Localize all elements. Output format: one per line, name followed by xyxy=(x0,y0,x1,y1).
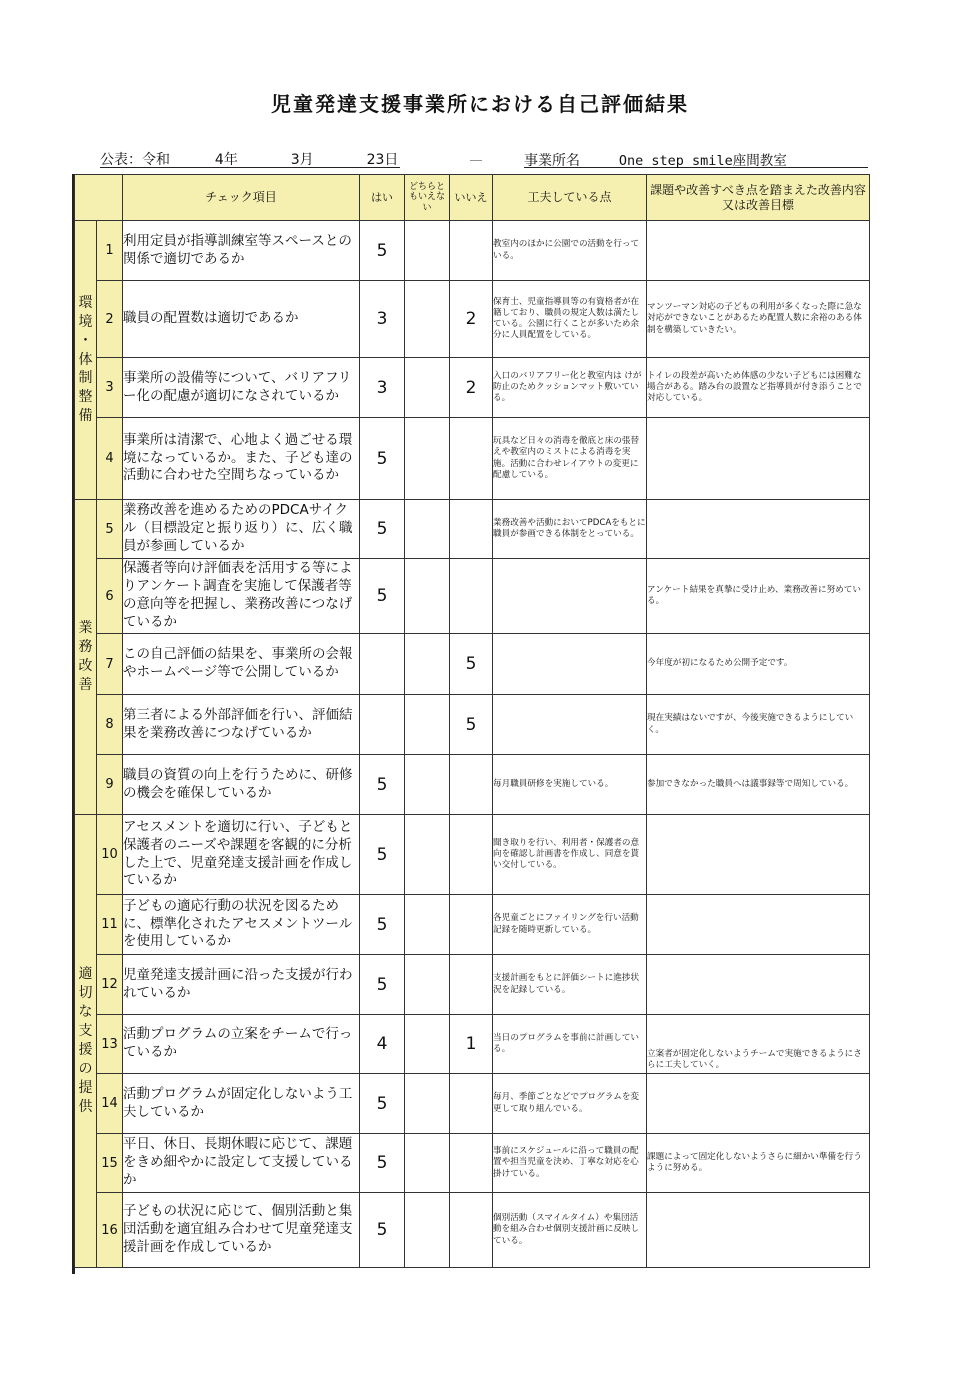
category-char: の xyxy=(78,1060,93,1077)
publish-date xyxy=(100,149,400,168)
header-row xyxy=(75,175,870,221)
header-effort: 工夫している点 xyxy=(493,175,647,221)
table-row xyxy=(75,634,870,695)
category-char: な xyxy=(78,1004,93,1021)
no-count: 2 xyxy=(450,358,493,418)
category-char: 適 xyxy=(78,966,93,983)
table-row xyxy=(75,815,870,895)
improvement-goal: 立案者が固定化しないようチームで実施できるようにさらに工夫していく。 xyxy=(647,1015,870,1074)
neither-count xyxy=(405,1074,450,1134)
check-item: 事業所の設備等について、バリアフリー化の配慮が適切になされているか xyxy=(123,358,360,418)
no-count: 2 xyxy=(450,281,493,358)
table-row xyxy=(75,695,870,755)
publish-day: 23日 xyxy=(366,152,399,168)
row-number: 14 xyxy=(97,1074,123,1134)
check-item: 事業所は清潔で、心地よく過ごせる環境になっているか。また、子ども達の活動に合わせた空間ちなっているか xyxy=(123,418,360,500)
no-count xyxy=(450,559,493,634)
row-number: 3 xyxy=(97,358,123,418)
check-item: 子どもの適応行動の状況を図るために、標準化されたアセスメントツールを使用しているか xyxy=(123,895,360,955)
no-count xyxy=(450,418,493,500)
table-row xyxy=(75,358,870,418)
row-number: 15 xyxy=(97,1134,123,1193)
neither-count xyxy=(405,559,450,634)
check-item: 業務改善を進めるためのPDCAサイクル（目標設定と振り返り）に、広く職員が参画しているか xyxy=(123,500,360,559)
row-number: 8 xyxy=(97,695,123,755)
no-count xyxy=(450,500,493,559)
yes-count: 5 xyxy=(360,755,405,815)
effort-note xyxy=(493,634,647,695)
table-row xyxy=(75,1193,870,1268)
publish-year: 4年 xyxy=(214,152,238,168)
improvement-goal: 課題によって固定化しないようさらに細かい準備を行うように努める。 xyxy=(647,1134,870,1193)
neither-count xyxy=(405,221,450,281)
yes-count: 5 xyxy=(360,1193,405,1268)
category-char: 改 xyxy=(78,658,93,674)
check-item: 平日、休日、長期休暇に応じて、課題をきめ細やかに設定して支援しているか xyxy=(123,1134,360,1193)
category-char: ・ xyxy=(78,332,93,349)
table-row xyxy=(75,755,870,815)
neither-count xyxy=(405,1134,450,1193)
check-item: 職員の配置数は適切であるか xyxy=(123,281,360,358)
neither-count xyxy=(405,418,450,500)
yes-count: 5 xyxy=(360,221,405,281)
dash-mark: ― xyxy=(470,153,482,167)
category-char: 備 xyxy=(78,408,93,425)
no-count xyxy=(450,755,493,815)
publish-label: 公表：令和 xyxy=(100,152,170,168)
effort-note: 支援計画をもとに評価シートに進捗状況を記録している。 xyxy=(493,955,647,1015)
table-row xyxy=(75,1015,870,1074)
yes-count: 5 xyxy=(360,955,405,1015)
effort-note: 当日のプログラムを事前に計画している。 xyxy=(493,1015,647,1074)
effort-note xyxy=(493,559,647,634)
publish-month: 3月 xyxy=(290,152,314,168)
table-row xyxy=(75,1074,870,1134)
table-row xyxy=(75,500,870,559)
category-char: 提 xyxy=(78,1079,93,1096)
check-item: この自己評価の結果を、事業所の会報やホームページ等で公開しているか xyxy=(123,634,360,695)
row-number: 2 xyxy=(97,281,123,358)
improvement-goal: 現在実績はないですが、今後実施できるようにしていく。 xyxy=(647,695,870,755)
category-char: 供 xyxy=(78,1098,93,1115)
yes-count: 5 xyxy=(360,418,405,500)
row-number: 4 xyxy=(97,418,123,500)
no-count xyxy=(450,1193,493,1268)
improvement-goal: 参加できなかった職員へは議事録等で周知している。 xyxy=(647,755,870,815)
row-number: 7 xyxy=(97,634,123,695)
row-number: 10 xyxy=(97,815,123,895)
header-no: いいえ xyxy=(450,175,493,221)
neither-count xyxy=(405,695,450,755)
effort-note: 毎月、季節ごとなどでプログラムを変更して取り組んでいる。 xyxy=(493,1074,647,1134)
facility-name: One step smile座間教室 xyxy=(618,153,787,169)
header-check: チェック項目 xyxy=(123,175,360,221)
check-item: 第三者による外部評価を行い、評価結果を業務改善につなげているか xyxy=(123,695,360,755)
effort-note: 業務改善や活動においてPDCAをもとに職員が参画できる体制をとっている。 xyxy=(493,500,647,559)
no-count xyxy=(450,1074,493,1134)
category-label xyxy=(75,815,97,1268)
check-item: 活動プログラムの立案をチームで行っているか xyxy=(123,1015,360,1074)
improvement-goal xyxy=(647,815,870,895)
row-number: 13 xyxy=(97,1015,123,1074)
no-count xyxy=(450,895,493,955)
check-item: 職員の資質の向上を行うために、研修の機会を確保しているか xyxy=(123,755,360,815)
no-count xyxy=(450,955,493,1015)
neither-count xyxy=(405,955,450,1015)
improvement-goal: 今年度が初になるため公開予定です。 xyxy=(647,634,870,695)
table-row xyxy=(75,559,870,634)
category-char: 体 xyxy=(78,351,93,368)
neither-count xyxy=(405,634,450,695)
improvement-goal xyxy=(647,500,870,559)
category-char: 務 xyxy=(78,639,93,656)
yes-count: 3 xyxy=(360,358,405,418)
table-row xyxy=(75,1134,870,1193)
table-row xyxy=(75,955,870,1015)
yes-count xyxy=(360,695,405,755)
effort-note: 毎月職員研修を実施している。 xyxy=(493,755,647,815)
category-char: 制 xyxy=(78,370,93,387)
page-title: 児童発達支援事業所における自己評価結果 xyxy=(271,92,689,116)
no-count: 1 xyxy=(450,1015,493,1074)
yes-count xyxy=(360,634,405,695)
table-row xyxy=(75,281,870,358)
effort-note: 入口のバリアフリー化と教室内は けが防止のためクッションマット敷いている。 xyxy=(493,358,647,418)
category-char: 切 xyxy=(78,985,93,1002)
facility-name-line xyxy=(524,149,868,168)
effort-note: 玩具など日々の消毒を徹底と床の張替えや教室内のミストによる消毒を実施。活動に合わせレイアウトの変更に配慮している。 xyxy=(493,418,647,500)
row-number: 12 xyxy=(97,955,123,1015)
improvement-goal: トイレの段差が高いため体感の少ない子どもには困難な場合がある。踏み台の設置など指導員が付き添うことで対応している。 xyxy=(647,358,870,418)
table-row xyxy=(75,221,870,281)
improvement-goal xyxy=(647,1193,870,1268)
yes-count: 4 xyxy=(360,1015,405,1074)
neither-count xyxy=(405,755,450,815)
category-char: 善 xyxy=(78,676,93,693)
no-count: 5 xyxy=(450,634,493,695)
no-count: 5 xyxy=(450,695,493,755)
neither-count xyxy=(405,281,450,358)
effort-note: 個別活動（スマイルタイム）や集団活動を組み合わせ個別支援計画に反映している。 xyxy=(493,1193,647,1268)
check-item: 子どもの状況に応じて、個別活動と集団活動を適宜組み合わせて児童発達支援計画を作成しているか xyxy=(123,1193,360,1268)
category-char: 業 xyxy=(78,620,93,637)
check-item: アセスメントを適切に行い、子どもと保護者のニーズや課題を客観的に分析した上で、児童発達支援計画を作成しているか xyxy=(123,815,360,895)
category-char: 環 xyxy=(78,294,93,311)
row-number: 6 xyxy=(97,559,123,634)
check-item: 活動プログラムが固定化しないよう工夫しているか xyxy=(123,1074,360,1134)
category-char: 整 xyxy=(78,389,93,406)
row-number: 11 xyxy=(97,895,123,955)
improvement-goal xyxy=(647,895,870,955)
neither-count xyxy=(405,815,450,895)
yes-count: 5 xyxy=(360,500,405,559)
no-count xyxy=(450,815,493,895)
category-char: 支 xyxy=(78,1023,93,1040)
improvement-goal xyxy=(647,221,870,281)
row-number: 1 xyxy=(97,221,123,281)
yes-count: 5 xyxy=(360,895,405,955)
category-label xyxy=(75,221,97,500)
check-item: 児童発達支援計画に沿った支援が行われているか xyxy=(123,955,360,1015)
improvement-goal: マンツーマン対応の子どもの利用が多くなった際に急な対応ができないことがあるため配置人数に余裕のある体制を構築していきたい。 xyxy=(647,281,870,358)
neither-count xyxy=(405,358,450,418)
improvement-goal xyxy=(647,955,870,1015)
header-blank xyxy=(75,175,123,221)
effort-note: 聞き取りを行い、利用者・保護者の意向を確認し計画書を作成し、同意を貰い交付している。 xyxy=(493,815,647,895)
check-item: 利用定員が指導訓練室等スペースとの関係で適切であるか xyxy=(123,221,360,281)
effort-note: 各児童ごとにファイリングを行い活動記録を随時更新している。 xyxy=(493,895,647,955)
evaluation-table xyxy=(74,174,870,1268)
yes-count: 5 xyxy=(360,1134,405,1193)
category-char: 境 xyxy=(78,313,93,330)
header-neither: どちらともいえない xyxy=(405,175,450,221)
facility-label: 事業所名 xyxy=(524,153,580,169)
neither-count xyxy=(405,500,450,559)
category-char: 援 xyxy=(78,1042,93,1058)
row-number: 5 xyxy=(97,500,123,559)
header-goal: 課題や改善すべき点を踏まえた改善内容又は改善目標 xyxy=(647,175,870,221)
check-item: 保護者等向け評価表を活用する等によりアンケート調査を実施して保護者等の意向等を把握し、業務改善につなげているか xyxy=(123,559,360,634)
improvement-goal: アンケート結果を真摯に受け止め、業務改善に努めている。 xyxy=(647,559,870,634)
neither-count xyxy=(405,1015,450,1074)
table-row xyxy=(75,418,870,500)
no-count xyxy=(450,1134,493,1193)
effort-note: 保育士、児童指導員等の有資格者が在籍しており、職員の規定人数は満たしている。公園に行くことが多いため余分に人員配置をしている。 xyxy=(493,281,647,358)
yes-count: 5 xyxy=(360,815,405,895)
effort-note: 事前にスケジュールに沿って職員の配置や担当児童を決め、丁寧な対応を心掛けている。 xyxy=(493,1134,647,1193)
yes-count: 3 xyxy=(360,281,405,358)
improvement-goal xyxy=(647,1074,870,1134)
yes-count: 5 xyxy=(360,559,405,634)
improvement-goal xyxy=(647,418,870,500)
no-count xyxy=(450,221,493,281)
neither-count xyxy=(405,895,450,955)
neither-count xyxy=(405,1193,450,1268)
effort-note xyxy=(493,695,647,755)
row-number: 16 xyxy=(97,1193,123,1268)
category-label xyxy=(75,500,97,815)
table-row xyxy=(75,895,870,955)
yes-count: 5 xyxy=(360,1074,405,1134)
effort-note: 教室内のほかに公園での活動を行っている。 xyxy=(493,221,647,281)
header-yes: はい xyxy=(360,175,405,221)
row-number: 9 xyxy=(97,755,123,815)
